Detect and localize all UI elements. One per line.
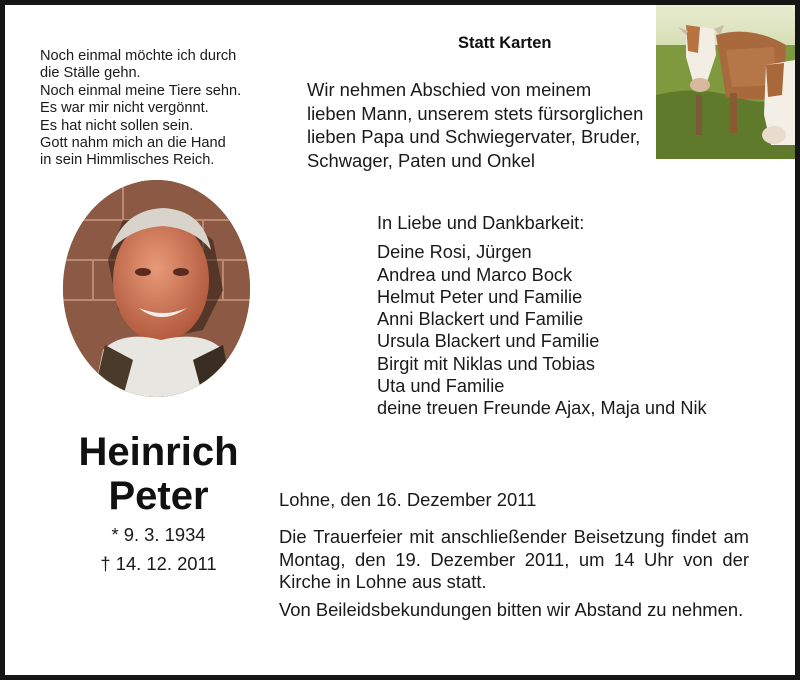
mourner-name: Ursula Blackert und Familie [377, 331, 600, 352]
mourner-name: Deine Rosi, Jürgen [377, 242, 532, 263]
mourner-name: Anni Blackert und Familie [377, 309, 584, 330]
poem-line: Es hat nicht sollen sein. [40, 117, 194, 134]
place-and-date: Lohne, den 16. Dezember 2011 [279, 489, 537, 510]
death-date: † 14. 12. 2011 [100, 553, 217, 574]
mourner-name: Uta und Familie [377, 376, 505, 397]
mourner-name: Andrea und Marco Bock [377, 264, 573, 285]
poem-line: in sein Himmlisches Reich. [40, 152, 215, 169]
birth-date: * 9. 3. 1934 [111, 524, 206, 545]
portrait-photo [63, 180, 250, 397]
mourner-name: Helmut Peter und Familie [377, 286, 583, 307]
mourner-name: Birgit mit Niklas und Tobias [377, 353, 595, 374]
intro-line: lieben Mann, unserem stets fürsorglichen [307, 102, 644, 124]
intro-line: lieben Papa und Schwiegervater, Bruder, [307, 126, 641, 147]
statt-karten-heading: Statt Karten [458, 34, 552, 52]
cows-photo [656, 5, 795, 159]
poem-line: Noch einmal möchte ich durch [40, 48, 237, 64]
funeral-details: Die Trauerfeier mit anschließender Beisetzung findet am Montag, den 19. Dezember 2011, um 14 Uhr von der Kirche in Lohne aus statt. [279, 526, 749, 592]
mourners-heading: In Liebe und Dankbarkeit: [377, 213, 585, 233]
deceased-last-name: Peter [108, 474, 209, 518]
deceased-name [40, 430, 277, 518]
mourners-list [377, 212, 777, 420]
poem [40, 48, 290, 170]
poem-line: Gott nahm mich an die Hand [40, 135, 226, 152]
intro-line: Wir nehmen Abschied von meinem [307, 79, 592, 100]
farewell-intro [307, 78, 707, 172]
poem-line: Noch einmal meine Tiere sehn. [40, 82, 242, 99]
deceased-first-name: Heinrich [78, 430, 239, 474]
mourner-name: deine treuen Freunde Ajax, Maja und Nik [377, 398, 707, 419]
intro-line: Schwager, Paten und Onkel [307, 149, 535, 171]
poem-line: Es war mir nicht vergönnt. [40, 100, 209, 117]
life-dates [40, 520, 277, 578]
poem-line: die Ställe gehn. [40, 65, 141, 82]
condolence-note: Von Beileidsbekundungen bitten wir Abstand zu nehmen. [279, 599, 744, 620]
